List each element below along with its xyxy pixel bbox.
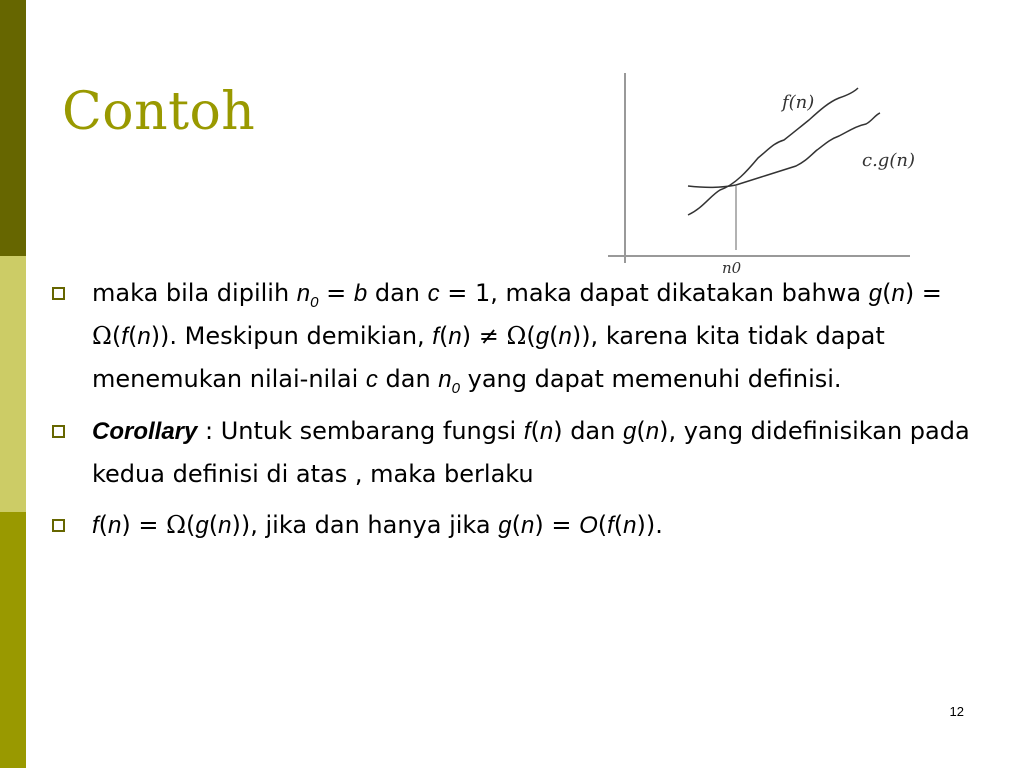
list-item <box>52 272 982 401</box>
curve-cg-label: c.g(n) <box>862 150 915 171</box>
bullet-text: maka bila dipilih $n_0 = b$ dan c = 1, maka dapat dikatakan bahwa g(n) = Ω(f(n)). Meskipun demikian, f(n) ≠ Ω(g(n)), karena kita tidak dapat menemukan nilai-nilai c dan $n_0$ yang dapat memenuhi definisi. <box>92 279 942 397</box>
asymptotic-graph <box>598 68 918 278</box>
bullet-list <box>52 272 982 556</box>
square-bullet-icon <box>52 519 65 532</box>
slide-title: Contoh <box>62 82 256 142</box>
curve-f-label: f(n) <box>782 92 815 113</box>
bullet-text: Corollary : Untuk sembarang fungsi f(n) dan g(n), yang didefinisikan pada kedua definisi di atas , maka berlaku <box>92 417 970 488</box>
omega-symbol: Ω <box>166 511 187 539</box>
square-bullet-icon <box>52 425 65 438</box>
curve-f <box>688 88 858 215</box>
decorative-stripe-middle <box>0 256 26 512</box>
decorative-stripe-bottom <box>0 512 26 768</box>
list-item <box>52 410 982 495</box>
bullet-text: f(n) = Ω(g(n)), jika dan hanya jika g(n) = O(f(n)). <box>92 511 663 539</box>
list-item <box>52 504 982 547</box>
decorative-stripe-top <box>0 0 26 256</box>
corollary-label: Corollary <box>92 418 198 445</box>
not-equal-symbol: ≠ <box>478 322 499 350</box>
curve-cg <box>688 113 880 187</box>
square-bullet-icon <box>52 287 65 300</box>
omega-symbol: Ω <box>506 322 527 350</box>
omega-symbol: Ω <box>92 322 112 350</box>
n0-label: n0 <box>722 259 742 277</box>
page-number: 12 <box>949 704 964 719</box>
